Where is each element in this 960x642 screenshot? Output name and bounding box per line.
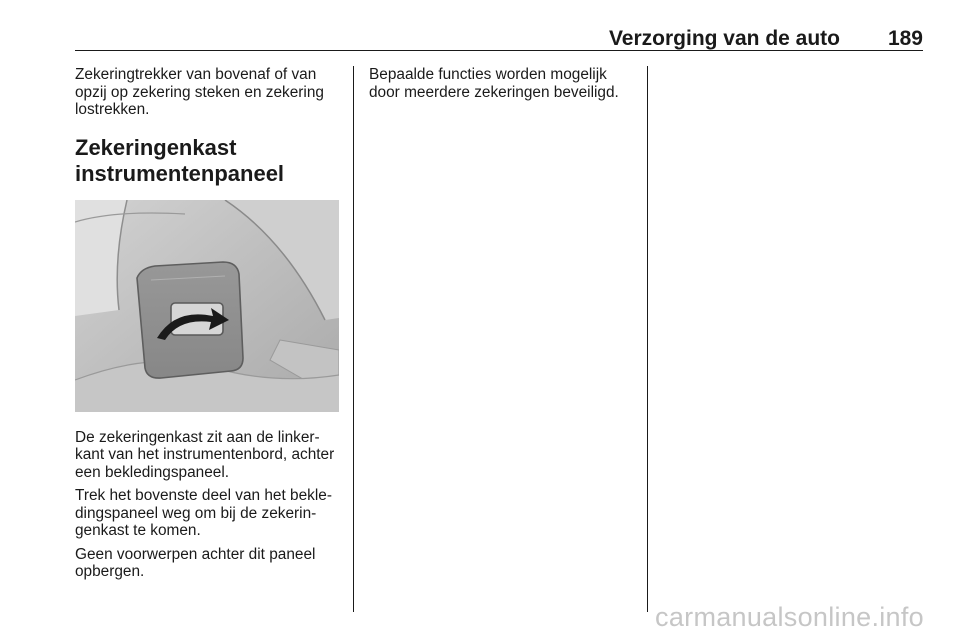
column-left [75,66,343,587]
section-heading [75,135,343,187]
section-heading-line1: Zekeringenkast [75,134,237,160]
fuse-box-illustration-drawing [75,200,339,412]
body-paragraph-2: Trek het bovenste deel van het bekle-dingspaneel weg om bij de zekerin-genkast te komen. [75,487,332,539]
page-header-title: Verzorging van de auto [608,27,840,50]
column-divider-left [353,66,354,612]
section-heading-line2: instrumentenpaneel [75,160,285,186]
page-number: 189 [887,27,923,50]
body-paragraph-3: Geen voorwerpen achter dit paneel opbergen. [75,545,316,580]
fuse-box-illustration [75,200,339,412]
column-middle [369,66,639,107]
header-rule [75,50,923,51]
column-divider-right [647,66,648,612]
intro-paragraph: Zekeringtrekker van bovenaf of van opzij op zekering steken en zekering lostrekken. [75,66,324,118]
middle-paragraph: Bepaalde functies worden mogelijk door meerdere zekeringen beveiligd. [369,66,619,101]
body-paragraph-1: De zekeringenkast zit aan de linker-kant van het instrumentenbord, achter een bekledingspaneel. [75,428,335,481]
watermark-text: carmanualsonline.info [655,602,924,632]
